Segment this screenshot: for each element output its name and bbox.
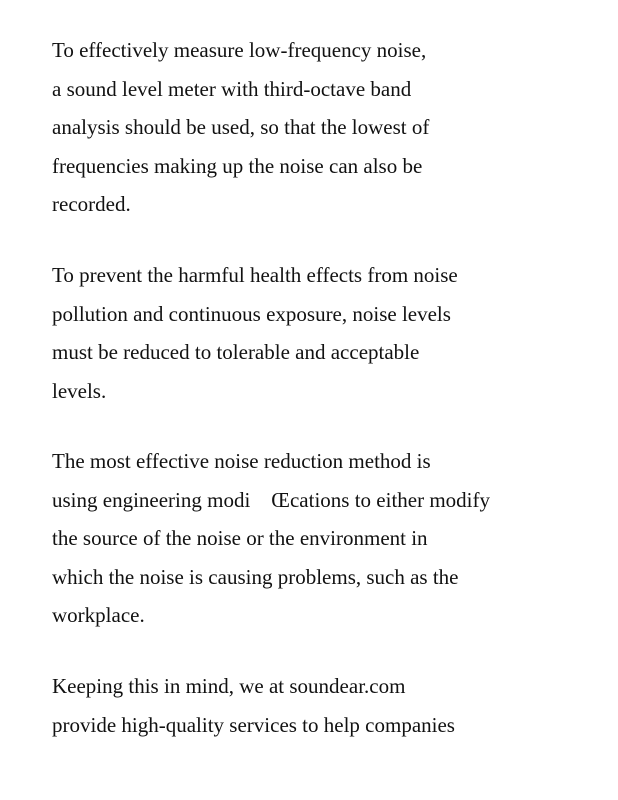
text-line: which the noise is causing problems, such as the: [52, 564, 459, 589]
text-line: analysis should be used, so that the lowest of: [52, 115, 430, 139]
text-line: using engineering modi Œcations to either modify: [52, 487, 491, 512]
text-line: must be reduced to tolerable and acceptable: [52, 340, 420, 364]
text-line: recorded.: [52, 192, 131, 216]
paragraph-noise-reduction-method: [52, 442, 490, 635]
text-line: pollution and continuous exposure, noise levels: [52, 301, 451, 326]
text-line: Keeping this in mind, we at soundear.com: [52, 674, 406, 698]
text-line: workplace.: [52, 603, 145, 627]
text-line: provide high-quality services to help companies: [52, 712, 455, 737]
text-line: the source of the noise or the environment in: [52, 526, 428, 550]
text-line: frequencies making up the noise can also be: [52, 153, 423, 178]
text-line: To prevent the harmful health effects from noise: [52, 263, 458, 287]
text-line: To effectively measure low-frequency noise,: [52, 38, 427, 62]
paragraph-health-effects: [52, 256, 458, 410]
text-line: levels.: [52, 378, 107, 403]
text-line: a sound level meter with third-octave band: [52, 76, 412, 101]
paragraph-low-frequency-measurement: [52, 31, 429, 224]
text-line: The most effective noise reduction method is: [52, 449, 431, 473]
paragraph-soundear-services: [52, 667, 455, 744]
